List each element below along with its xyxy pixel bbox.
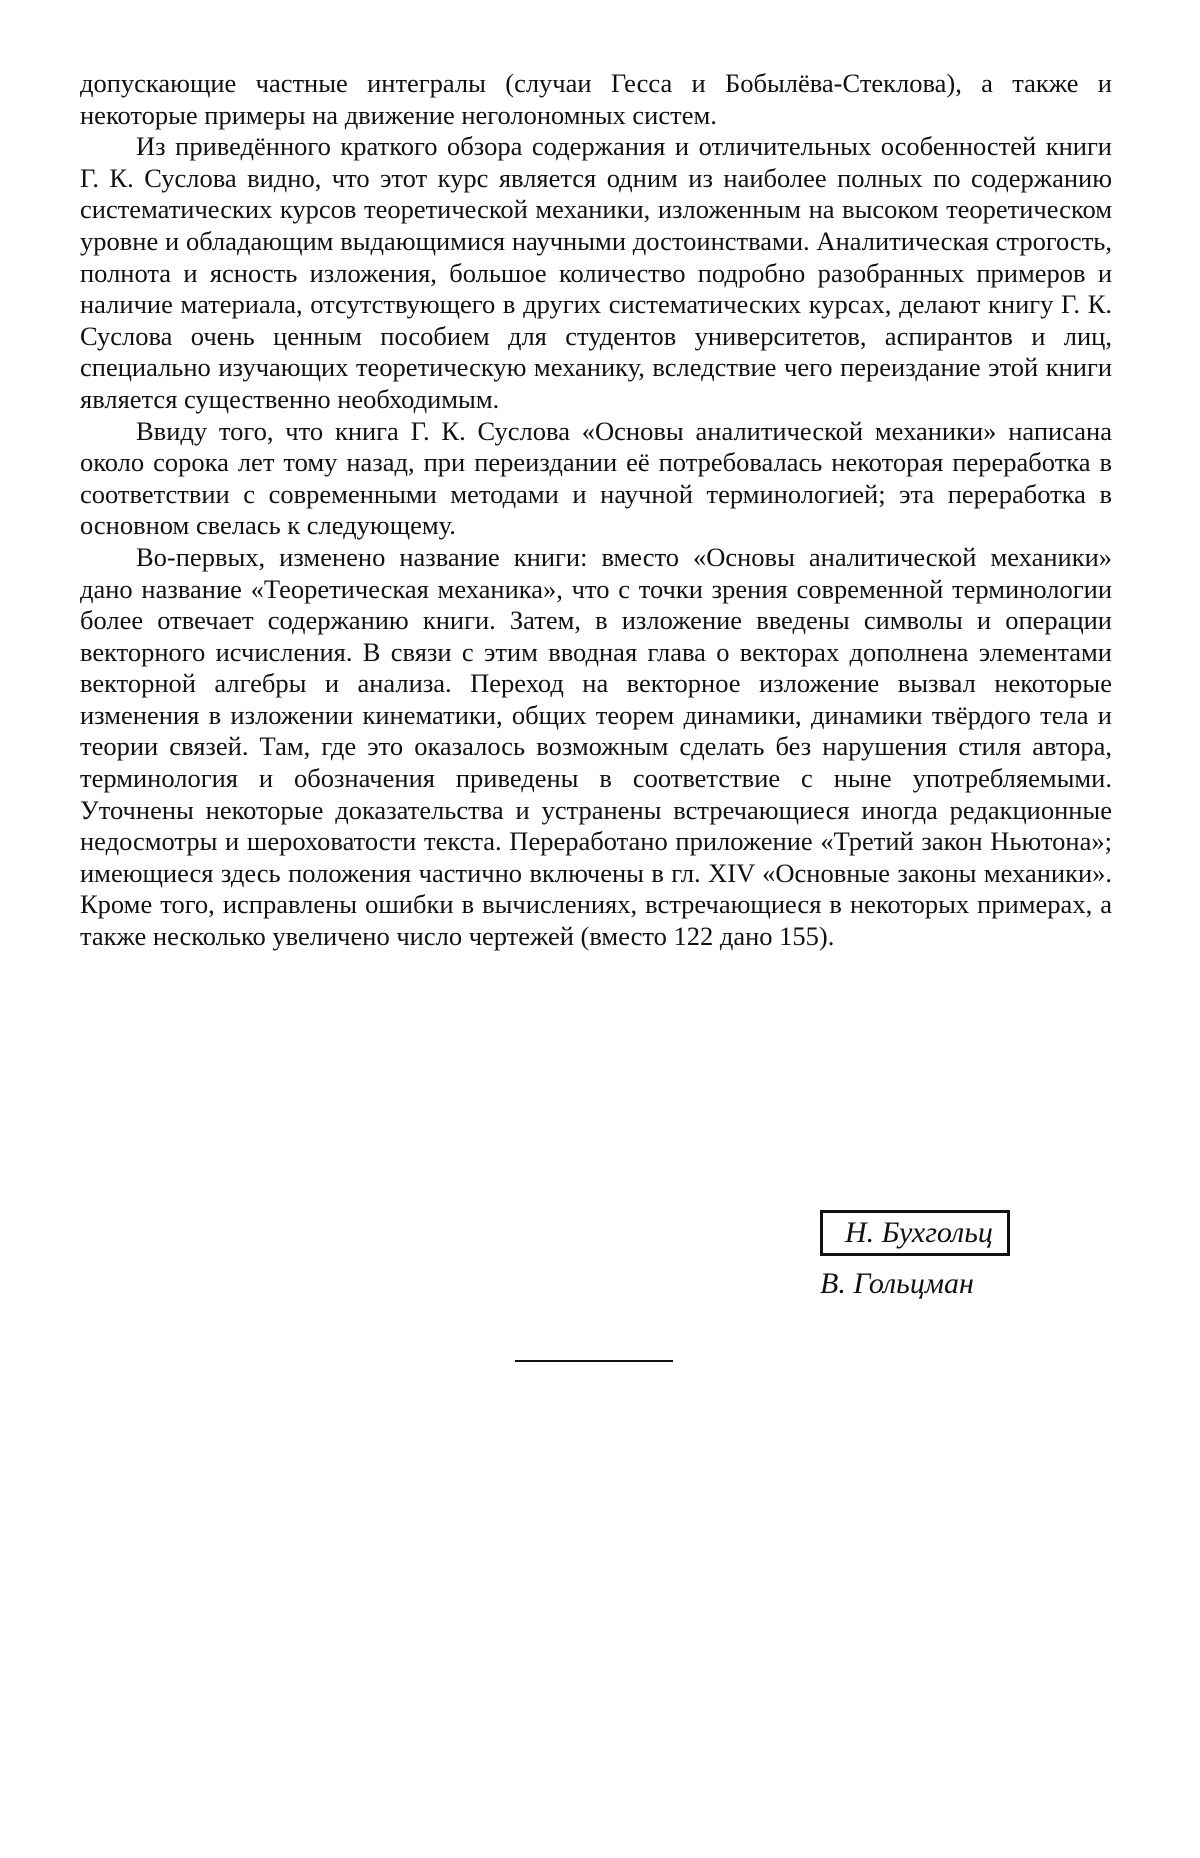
paragraph-1: допускающие частные интегралы (случаи Гесса и Бобылёва-Стеклова), а также и некоторые примеры на движение неголономных систем. <box>80 68 1112 130</box>
signature-first: Н. Бухгольц <box>820 1210 1010 1256</box>
signature-block <box>820 1210 1060 1302</box>
paragraph-4: Во-первых, изменено название книги: вместо «Основы аналитической механики» дано название «Теоретическая механика», что с точки зрения современной терминологии более отвечает содержанию книги. Затем, в изложение введены символы и операции векторного исчисления. В связи с этим вводная глава о векторах дополнена элементами векторной алгебры и анализа. Переход на векторное изложение вызвал некоторые изменения в изложении кинематики, общих теорем динамики, динамики твёрдого тела и теории связей. Там, где это оказалось возможным сделать без нарушения стиля автора, терминология и обозначения приведены в соответствие с ныне употребляемыми. Уточнены некоторые доказательства и устранены встречающиеся иногда редакционные недосмотры и шероховатости текста. Переработано приложение «Третий закон Ньютона»; имеющиеся здесь положения частично включены в гл. XIV «Основные законы механики». Кроме того, исправлены ошибки в вычислениях, встречающиеся в некоторых примерах, а также несколько увеличено число чертежей (вместо 122 дано 155). <box>80 541 1112 952</box>
signature-second: В. Гольцман <box>820 1267 974 1300</box>
paragraph-2: Из приведённого краткого обзора содержания и отличительных особенностей книги Г. К. Суслова видно, что этот курс является одним из наиболее полных по содержанию систематических курсов теоретической механики, изложенным на высоком теоретическом уровне и обладающим выдающимися научными достоинствами. Аналитическая строгость, полнота и ясность изложения, большое количество подробно разобранных примеров и наличие материала, отсутствующего в других систематических курсах, делают книгу Г. К. Суслова очень ценным пособием для студентов университетов, аспирантов и лиц, специально изучающих теоретическую механику, вследствие чего переиздание этой книги является существенно необходимым. <box>80 131 1112 414</box>
document-body <box>80 68 1112 953</box>
closing-rule <box>515 1360 673 1362</box>
paragraph-3: Ввиду того, что книга Г. К. Суслова «Основы аналитической механики» написана около сорока лет тому назад, при переиздании её потребовалась некоторая переработка в соответствии с современными методами и научной терминологией; эта переработка в основном свелась к следующему. <box>80 415 1112 541</box>
